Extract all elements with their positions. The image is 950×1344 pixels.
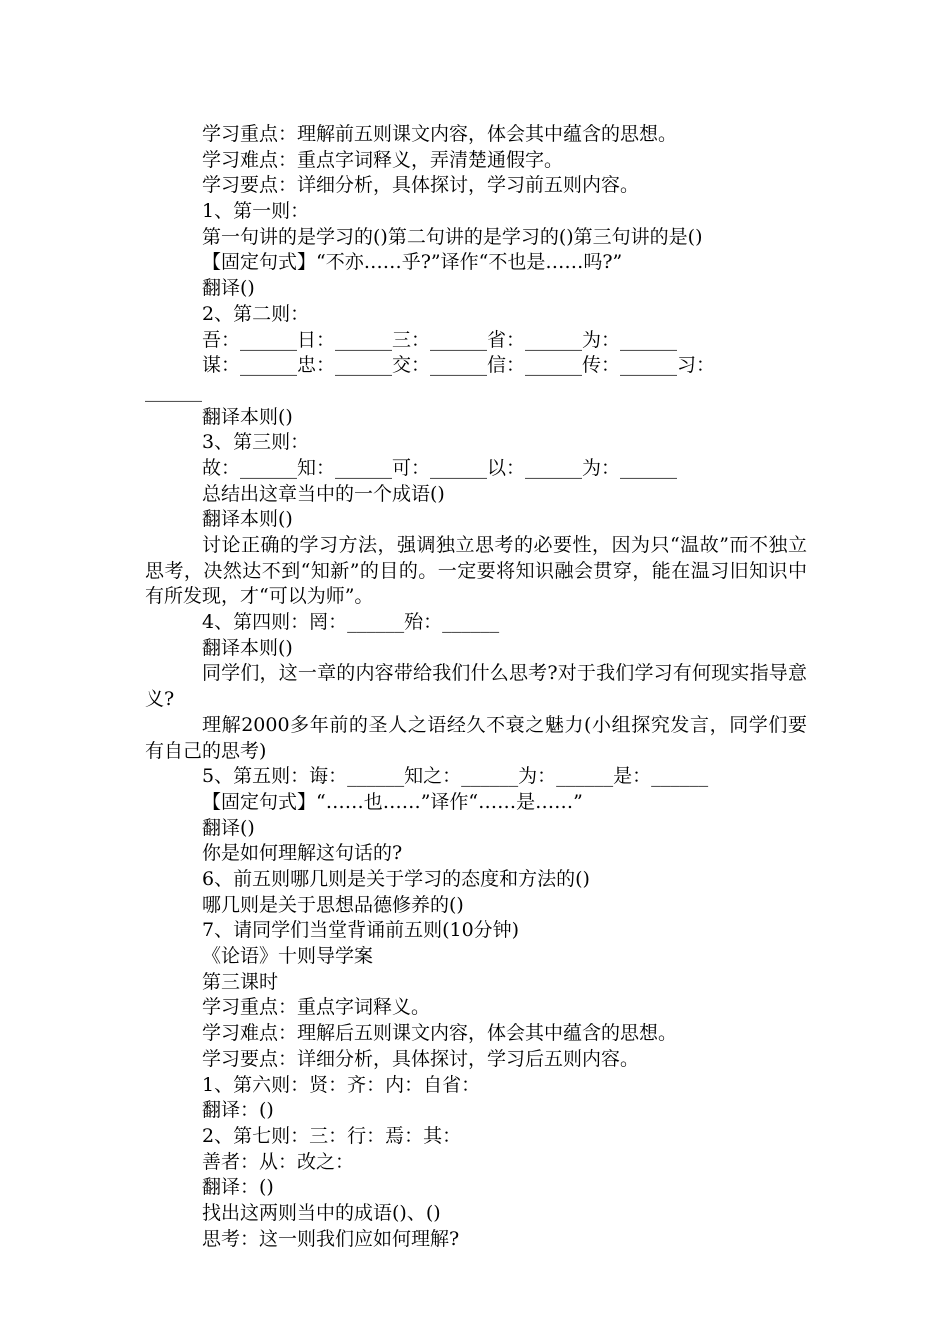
text-line: 6、前五则哪几则是关于学习的态度和方法的() [202,868,590,891]
text-line: 1、第六则：贤：齐：内：自省： [202,1073,481,1096]
text-line: 总结出这章当中的一个成语() [202,482,445,505]
document-body [145,122,807,1252]
text-line: 哪几则是关于思想品德修养的() [202,893,464,916]
text-line: 学习难点：重点字词释义，弄清楚通假字。 [202,148,564,171]
paragraph: 理解2000多年前的圣人之语经久不衰之魅力(小组探究发言，同学们要有自己的思考) [145,713,807,762]
text-line: 2、第二则： [202,302,310,325]
text-line: 4、第四则：罔：______殆：______ [202,611,500,634]
paragraph: 同学们，这一章的内容带给我们什么思考?对于我们学习有何现实指导意义? [145,662,807,711]
text-line: 故：______知：______可：______以：______为：______ [202,456,678,479]
text-line: 学习重点：理解前五则课文内容，体会其中蕴含的思想。 [202,123,678,145]
paragraph: 讨论正确的学习方法，强调独立思考的必要性，因为只“温故”而不独立思考，决然达不到“知新”的目的。一定要将知识融会贯穿，能在温习旧知识中有所发现，才“可以为师”。 [145,534,807,608]
text-line: 翻译：() [202,1176,274,1199]
text-line: 【固定句式】“不亦……乎?”译作“不也是……吗?” [202,251,623,274]
text-line: 翻译本则() [202,405,293,428]
text-line: ______ [145,379,202,402]
text-line: 翻译本则() [202,508,293,531]
text-line: 你是如何理解这句话的? [202,842,403,865]
text-line: 谋：______忠：______交：______信：______传：______习： [202,354,716,377]
text-line: 吾：______日：______三：______省：______为：______ [202,328,678,351]
text-line: 学习要点：详细分析，具体探讨，学习后五则内容。 [202,1047,640,1070]
text-line: 善者：从：改之： [202,1150,355,1173]
text-line: 思考：这一则我们应如何理解? [202,1227,460,1250]
text-line: 3、第三则： [202,431,310,454]
text-line: 第一句讲的是学习的()第二句讲的是学习的()第三句讲的是() [202,225,703,248]
document-title: 《论语》十则导学案 [202,945,374,968]
text-line: 2、第七则：三：行：焉：其： [202,1124,462,1147]
text-line: 学习要点：详细分析，具体探讨，学习前五则内容。 [202,174,640,197]
text-line: 7、请同学们当堂背诵前五则(10分钟) [202,919,520,942]
text-line: 翻译：() [202,1099,274,1122]
text-line: 5、第五则：诲：______知之：______为：______是：______ [202,765,709,788]
text-line: 翻译本则() [202,636,293,659]
lesson-heading: 第三课时 [202,970,279,993]
text-line: 【固定句式】“……也……”译作“……是……” [202,790,583,813]
text-line: 找出这两则当中的成语()、() [202,1201,441,1224]
text-line: 1、第一则： [202,200,310,223]
text-line: 学习重点：重点字词释义。 [202,996,431,1019]
text-line: 翻译() [202,816,255,839]
text-line: 翻译() [202,277,255,300]
text-line: 学习难点：理解后五则课文内容，体会其中蕴含的思想。 [202,1022,678,1045]
